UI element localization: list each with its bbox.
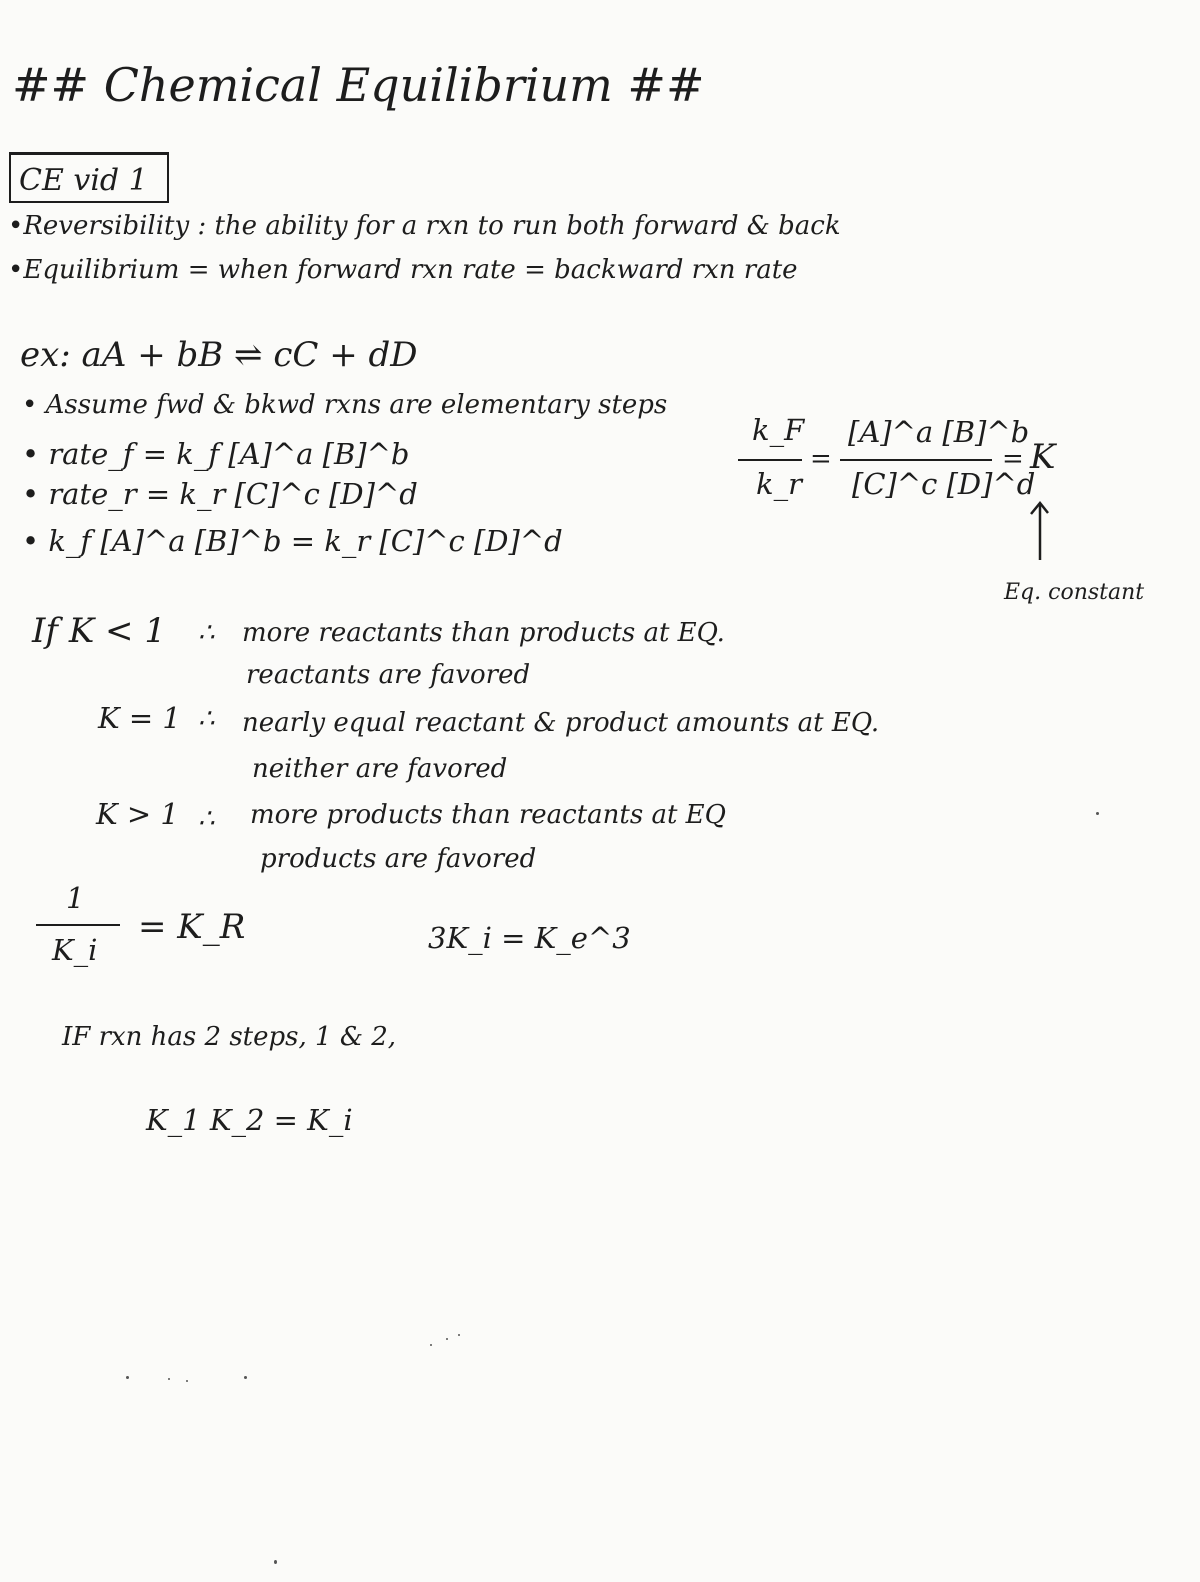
paper-speck (274, 1560, 277, 1564)
case-k-less-line1: more reactants than products at EQ. (242, 618, 725, 648)
case-k-equal-sep: ∴ (198, 704, 215, 734)
case-k-equal-condition: K = 1 (98, 701, 181, 735)
denominator-concentrations: [C]^c [D]^d (852, 467, 1036, 501)
case-k-greater-sep: ∴ (198, 804, 215, 834)
fraction-bar-right (840, 459, 992, 461)
paper-speck (168, 1378, 170, 1380)
product-relation: K_1 K_2 = K_i (146, 1103, 353, 1137)
paper-speck (458, 1334, 460, 1336)
definition-equilibrium: •Equilibrium = when forward rxn rate = backward rxn rate (8, 255, 798, 285)
reverse-rate-line: • rate_r = k_r [C]^c [D]^d (22, 477, 418, 511)
kr-label: k_r (756, 467, 802, 501)
reciprocal-result: = K_R (138, 907, 246, 947)
paper-speck (430, 1344, 432, 1346)
numerator-concentrations: [A]^a [B]^b (848, 415, 1030, 449)
case-k-equal-line1: nearly equal reactant & product amounts at EQ. (242, 708, 880, 738)
reciprocal-fraction-bar (36, 924, 120, 926)
power-relation: 3K_i = K_e^3 (428, 921, 631, 955)
page-title: ## Chemical Equilibrium ## (12, 58, 705, 112)
definition-reversibility: •Reversibility : the ability for a rxn to run both forward & back (8, 211, 841, 241)
paper-speck (1096, 812, 1099, 815)
section-box (9, 152, 169, 203)
section-box-label: CE vid 1 (19, 163, 148, 198)
rate-equality-line: • k_f [A]^a [B]^b = k_r [C]^c [D]^d (22, 524, 563, 558)
case-k-greater-line1: more products than reactants at EQ (250, 800, 726, 830)
paper-speck (126, 1376, 129, 1379)
case-k-less-line2: reactants are favored (246, 660, 531, 690)
reciprocal-numerator: 1 (66, 881, 85, 915)
example-reaction: ex: aA + bB ⇌ cC + dD (20, 335, 418, 375)
case-k-less-sep: ∴ (198, 618, 215, 648)
fraction-bar-left (738, 459, 802, 461)
up-arrow-icon (1026, 500, 1054, 564)
case-k-greater-line2: products are favored (260, 844, 537, 874)
two-step-note: IF rxn has 2 steps, 1 & 2, (62, 1022, 397, 1052)
ratio-equals: = (810, 444, 832, 474)
paper-speck (446, 1338, 448, 1340)
case-k-equal-line2: neither are favored (252, 754, 508, 784)
equilibrium-constant-symbol: K (1030, 437, 1056, 477)
constant-equals: = (1002, 444, 1024, 474)
paper-speck (244, 1376, 247, 1379)
assumption-line: • Assume fwd & bkwd rxns are elementary steps (22, 390, 668, 420)
case-k-less-condition: If K < 1 (32, 611, 166, 651)
eq-constant-annotation: Eq. constant (1004, 580, 1145, 605)
reciprocal-denominator: K_i (52, 933, 98, 967)
kf-label: k_F (752, 413, 805, 447)
forward-rate-line: • rate_f = k_f [A]^a [B]^b (22, 437, 410, 471)
paper-speck (186, 1380, 188, 1382)
case-k-greater-condition: K > 1 (96, 797, 179, 831)
